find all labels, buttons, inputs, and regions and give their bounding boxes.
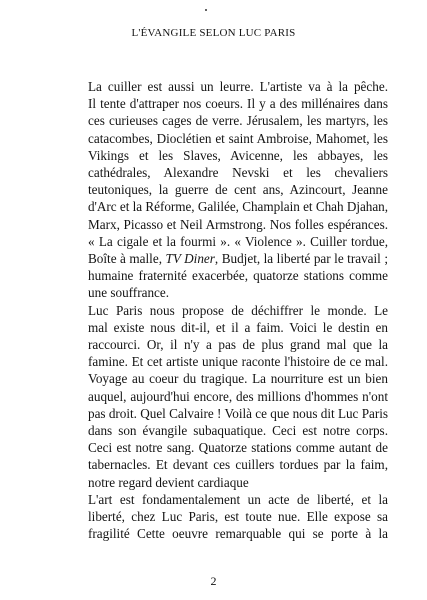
- text-line: d'Arc et la Réforme, Galilée, Champlain et Chah Djahan,: [88, 199, 388, 215]
- text-line: une souffrance.: [88, 285, 170, 301]
- text-line: Voyage au coeur du tragique. La nourriture est un bien: [88, 371, 388, 387]
- text-line: notre regard devient cardiaque: [88, 474, 249, 490]
- text-line: L'art est fondamentalement un acte de liberté, et la: [88, 491, 388, 507]
- paragraph-3: [60, 491, 388, 543]
- running-head: L'ÉVANGILE SELON LUC PARIS: [131, 27, 296, 39]
- text-line: pas droit. Quel Calvaire ! Voilà ce que nous dit Luc Paris: [88, 405, 388, 421]
- paragraph-1: [60, 78, 388, 302]
- text-line: fragilité Cette oeuvre remarquable qui se porte à la: [88, 526, 388, 542]
- text-line: Ceci est notre sang. Quatorze stations comme autant de: [88, 440, 388, 456]
- text-line-with-italic: Boîte à malle, TV Diner, Budjet, la liberté par le travail ;: [88, 251, 388, 267]
- text-line: Luc Paris nous propose de déchiffrer le monde. Le: [88, 302, 388, 318]
- italic-title: TV Diner: [165, 251, 215, 267]
- text-line: famine. Et cet artiste unique raconte l'histoire de ce mal.: [88, 354, 388, 370]
- text-line: mal existe nous dit-il, et il a faim. Voici le destin en: [88, 319, 388, 335]
- paragraph-2: [60, 302, 388, 491]
- text-line: tabernacles. Et devant ces cuillers tordues par la faim,: [88, 457, 388, 473]
- text-line: La cuiller est aussi un leurre. L'artiste va à la pêche.: [88, 79, 388, 94]
- text-line: humaine fraternité exacerbée, quatorze stations comme: [88, 268, 388, 284]
- text-line: cathédrales, Alexandre Nevski et les chevaliers: [88, 165, 388, 181]
- text-line: teutoniques, la guerre de cent ans, Azincourt, Jeanne: [88, 182, 388, 198]
- text-line: raccourci. Or, il n'y a pas de plus grand mal que la: [88, 337, 388, 353]
- page-number: 2: [210, 574, 217, 588]
- text-line: dans son évangile subaquatique. Ceci est notre corps.: [88, 423, 388, 439]
- text-line: catacombes, Dioclétien et saint Ambroise, Mahomet, les: [88, 130, 388, 146]
- text-line: Vikings et les Slaves, Avicenne, les abbayes, les: [88, 147, 388, 163]
- body-text: [60, 78, 388, 542]
- text-line: ces curieuses cages de verre. Jérusalem, les martyrs, les: [88, 113, 388, 129]
- text-line: « La cigale et la fourmi ». « Violence ». Cuiller tordue,: [88, 233, 388, 249]
- text-line: Marx, Picasso et Neil Armstrong. Nos folles espérances.: [88, 216, 388, 232]
- text-line: liberté, chez Luc Paris, est toute nue. Elle expose sa: [88, 509, 388, 525]
- text-line: auquel, aujourd'hui encore, des millions d'hommes n'ont: [88, 388, 388, 404]
- ink-speck: [205, 9, 207, 11]
- text-line: Il tente d'attraper nos coeurs. Il y a des millénaires dans: [88, 96, 388, 112]
